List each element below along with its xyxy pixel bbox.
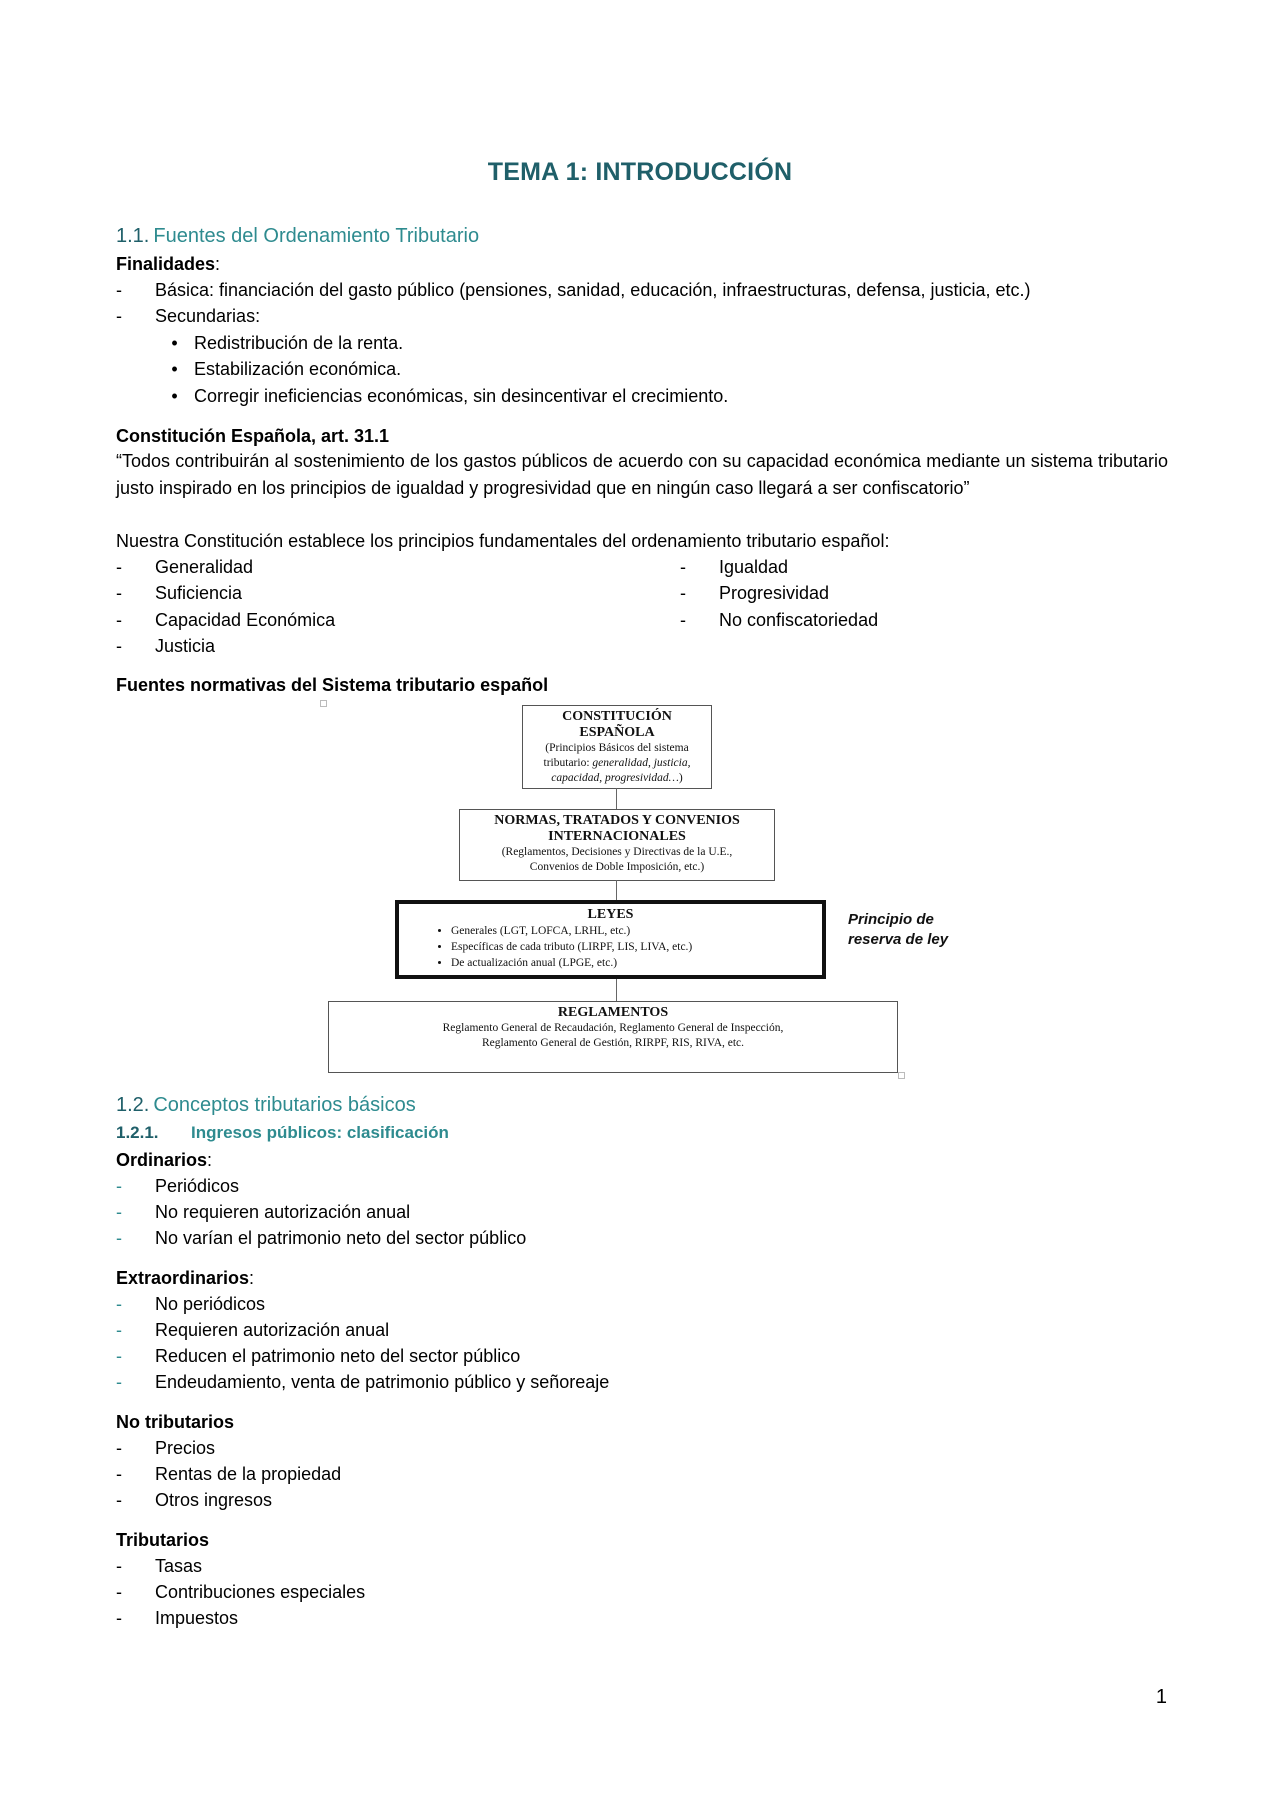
bullet-item: • Estabilización económica. [171,359,402,379]
list-item: - Rentas de la propiedad [116,1464,342,1484]
no-tributarios-label: No tributarios [116,1412,235,1432]
list-item: - No confiscatoriedad [680,610,879,630]
page-title: TEMA 1: INTRODUCCIÓN [487,158,793,186]
extraordinarios-label: Extraordinarios: [116,1268,255,1288]
list-item: - Básica: financiación del gasto público (pensiones, sanidad, educación, infraestructuras, defensa, justicia, etc.) [116,280,1031,300]
tributarios-label: Tributarios [116,1530,210,1550]
constitucion-quote: “Todos contribuirán al sostenimiento de los gastos públicos de acuerdo con su capacidad económica mediante un sistema tributario justo inspirado en los principios de igualdad y progresividad que en ningún caso llegará a ser confiscatorio” [116,451,1168,498]
list-item: - Suficiencia [116,583,243,603]
list-item: - Reducen el patrimonio neto del sector público [116,1346,521,1366]
list-item: - No periódicos [116,1294,266,1314]
anchor-mark [898,1072,905,1079]
list-item: - Progresividad [680,583,830,603]
section-title: Fuentes del Ordenamiento Tributario [153,225,480,247]
principios-intro: Nuestra Constitución establece los principios fundamentales del ordenamiento tributario español: [116,531,890,551]
list-item: - Periódicos [116,1176,240,1196]
reserva-ley-note: Principio de reserva de ley [848,911,949,948]
fuentes-diagram [320,700,1000,1085]
subsection-heading-1-2-1: 1.2.1. Ingresos públicos: clasificación [116,1123,449,1142]
reglamentos-box: REGLAMENTOS Reglamento General de Recaudación, Reglamento General de Inspección, Reglamento General de Gestión, RIRPF, RIS, RIVA, etc. [328,1001,898,1073]
list-item: - Igualdad [680,557,789,577]
anchor-mark [320,700,327,707]
list-item: - No requieren autorización anual [116,1202,411,1222]
connector-line [616,788,617,809]
list-item: - Requieren autorización anual [116,1320,390,1340]
section-heading-1-2 [116,1094,416,1117]
constitucion-heading: Constitución Española, art. 31.1 [116,426,390,446]
list-item: - Tasas [116,1556,203,1576]
list-item: - Contribuciones especiales [116,1582,366,1602]
section-title: Conceptos tributarios básicos [153,1094,416,1116]
list-item: - Otros ingresos [116,1490,273,1510]
leyes-item: • De actualización anual (LPGE, etc.) [451,955,822,971]
list-item: - Capacidad Económica [116,610,336,630]
list-item: - Secundarias: [116,306,261,326]
constitucion-box: CONSTITUCIÓN ESPAÑOLA (Principios Básicos del sistema tributario: generalidad, justicia, capacidad, progresividad…) [522,705,712,789]
leyes-list [399,923,822,971]
leyes-item: • Específicas de cada tributo (LIRPF, LIS, LIVA, etc.) [451,939,822,955]
list-item: - Impuestos [116,1608,239,1628]
ordinarios-label: Ordinarios: [116,1150,213,1170]
connector-line [616,979,617,1001]
list-item: - Generalidad [116,557,254,577]
leyes-box: LEYES • Generales (LGT, LOFCA, LRHL, etc.) • Específicas de cada tributo (LIRPF, LIS, LIVA, etc.) • De actualización anual (LPGE, etc.) [395,900,826,979]
list-item: - No varían el patrimonio neto del sector público [116,1228,527,1248]
bullet-item: • Redistribución de la renta. [171,333,404,353]
normas-box: NORMAS, TRATADOS Y CONVENIOS INTERNACIONALES (Reglamentos, Decisiones y Directivas de la U.E., Convenios de Doble Imposición, etc.) [459,809,775,881]
page-number: 1 [1155,1686,1167,1708]
bullet-item: • Corregir ineficiencias económicas, sin desincentivar el crecimiento. [171,386,729,406]
list-item: - Justicia [116,636,216,656]
finalidades-label: Finalidades: [116,254,221,274]
section-number: 1.2. [116,1094,150,1116]
section-heading-1-1 [116,225,479,248]
section-number: 1.1. [116,225,150,247]
connector-line [616,880,617,900]
leyes-item: • Generales (LGT, LOFCA, LRHL, etc.) [451,923,822,939]
list-item: - Endeudamiento, venta de patrimonio público y señoreaje [116,1372,610,1392]
fuentes-heading: Fuentes normativas del Sistema tributario español [116,675,549,695]
list-item: - Precios [116,1438,216,1458]
